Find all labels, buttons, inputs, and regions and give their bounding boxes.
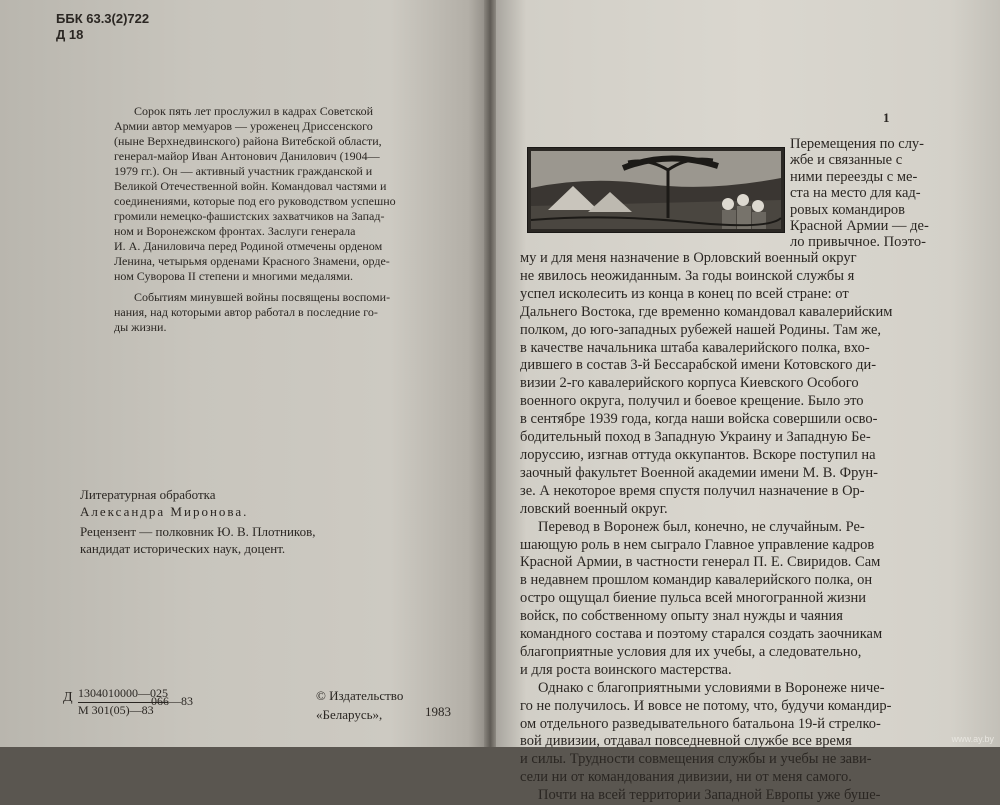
annotation-line: громили немецко-фашистских захватчиков на Запад- — [114, 209, 385, 223]
wrapped-line: Перемещения по слу- — [790, 136, 925, 152]
body-line: бодительный поход в Западную Украину и Западную Бе- — [520, 429, 871, 446]
body-line: успел исколесить из конца в конец по всей стране: от — [520, 285, 849, 302]
reviewer-line-2: кандидат исторических наук, доцент. — [80, 541, 286, 556]
literary-name: Александра Миронова. — [80, 504, 249, 519]
wrapped-line: ровых командиров — [790, 201, 906, 218]
left-page — [0, 0, 488, 747]
annotation-line: Сорок пять лет прослужил в кадрах Советской — [134, 104, 373, 118]
watermark: www.ay.by — [951, 734, 994, 744]
body-line: визии 2-го кавалерийского корпуса Киевского Особого — [520, 375, 859, 392]
publisher-year: 1983 — [425, 704, 451, 719]
annotation-line: нания, над которыми автор работал в последние го- — [114, 305, 378, 319]
annotation-line: Событиям минувшей войны посвящены воспоми- — [134, 290, 391, 304]
body-line: вой дивизии, отдавал повседневной службе все время — [520, 733, 852, 750]
body-line: в качестве начальника штаба кавалерийского полка, вхо- — [520, 339, 870, 356]
wrapped-line: ло привычное. Поэто- — [790, 234, 926, 251]
publisher-line-2: «Беларусь», — [316, 707, 383, 722]
wrapped-line: Красной Армии — де- — [790, 218, 929, 235]
index-top: 1304010000—025 — [78, 686, 168, 703]
annotation-line: ном Суворова II степени и многими медалями. — [114, 269, 354, 283]
reviewer — [80, 523, 315, 557]
body-text — [520, 250, 892, 805]
engraving-illustration — [528, 148, 784, 232]
body-line: Почти на всей территории Западной Европы уже буше- — [538, 787, 881, 804]
wrapped-text — [790, 136, 929, 251]
body-line: в сентябре 1939 года, когда наши войска совершили осво- — [520, 411, 878, 428]
body-line: Дальнего Востока, где временно командовал кавалерийским — [520, 303, 893, 320]
body-line: полком, до юго-западных рубежей нашей Родины. Там же, — [520, 321, 882, 338]
literary-editing — [80, 486, 248, 520]
body-line: му и для меня назначение в Орловский военный округ — [520, 250, 857, 266]
chapter-number: 1 — [883, 110, 890, 125]
publisher-line-1: © Издательство — [316, 688, 404, 703]
body-line: ловский военный округ. — [520, 500, 668, 517]
bbk-code — [56, 11, 149, 43]
body-line: и для роста воинского мастерства. — [520, 661, 732, 678]
body-line: заочный факультет Военной академии имени М. В. Фрун- — [520, 464, 878, 481]
chapter-engraving-image — [527, 147, 785, 233]
body-line: не явилось неожиданным. За годы воинской службы я — [520, 267, 855, 284]
annotation-line: И. А. Даниловича перед Родиной отмечены орденом — [114, 239, 383, 253]
body-line: благоприятные условия для их учебы, а следовательно, — [520, 643, 862, 660]
reviewer-line-1: Рецензент — полковник Ю. В. Плотников, — [80, 524, 316, 539]
body-line: командного состава и поэтому старался создать заочникам — [520, 626, 883, 643]
annotation-line: Ленина, четырьмя орденами Красного Знамени, орде- — [114, 254, 390, 268]
index-bottom: М 301(05)—83 — [78, 703, 154, 717]
body-line: лоруссию, изгнав оттуда оккупантов. Вскоре поступил на — [520, 446, 876, 463]
annotation-line: генерал-майор Иван Антонович Данилович (1904— — [114, 149, 380, 163]
index-letter: Д — [63, 690, 73, 705]
body-line: Перевод в Воронеж был, конечно, не случайным. Ре- — [538, 518, 865, 535]
body-line: остро ощущал биение пульса всей многогранной жизни — [520, 590, 867, 607]
index-tail: 066—83 — [151, 694, 193, 708]
body-line: и силы. Трудности совмещения службы и учебы не зави- — [520, 751, 872, 768]
wrapped-line: ними переезды с ме- — [790, 168, 918, 185]
annotation-line: (ныне Верхнедвинского) района Витебской области, — [114, 134, 382, 148]
wrapped-line: жбе и связанные с — [790, 152, 903, 169]
annotation-line: ды жизни. — [114, 320, 167, 334]
literary-label: Литературная обработка — [80, 487, 216, 502]
publisher — [316, 686, 403, 724]
annotation-line: 1979 гг.). Он — активный участник гражданской и — [114, 164, 373, 178]
author-code: Д 18 — [56, 27, 84, 42]
annotation-line: Армии автор мемуаров — уроженец Дриссенского — [114, 119, 373, 133]
body-line: го не получилось. И вовсе не потому, что, будучи командир- — [520, 697, 892, 714]
annotation-line: соединениями, которые под его руководством успешно — [114, 194, 396, 208]
body-line: в недавнем прошлом командир кавалерийского полка, он — [520, 572, 873, 589]
annotation — [114, 104, 442, 335]
annotation-line: Великой Отечественной войн. Командовал частями и — [114, 179, 387, 193]
annotation-line: ном и Воронежском фронтах. Заслуги генерала — [114, 224, 356, 238]
body-line: военного округа, получил и боевое крещение. Было это — [520, 393, 864, 410]
body-line: Однако с благоприятными условиями в Воронеже ниче- — [538, 679, 885, 696]
body-line: дившего в состав 3-й Бессарабской имени Котовского ди- — [520, 357, 877, 374]
body-line: сели ни от командования дивизии, ни от меня самого. — [520, 769, 852, 786]
body-line: ом отдельного разведывательного батальона 19-й стрелко- — [520, 715, 881, 732]
wrapped-line: ста на место для кад- — [790, 185, 921, 202]
bbk-line: ББК 63.3(2)722 — [56, 11, 150, 26]
body-line: зе. А некоторое время спустя получил назначение в Ор- — [520, 482, 865, 499]
body-line: шающую роль в нем сыграло Главное управление кадров — [520, 536, 875, 553]
body-line: Красной Армии, в частности генерал П. Е. Свиридов. Сам — [520, 554, 881, 571]
body-line: войск, по собственному опыту знал нужды и чаяния — [520, 608, 843, 625]
